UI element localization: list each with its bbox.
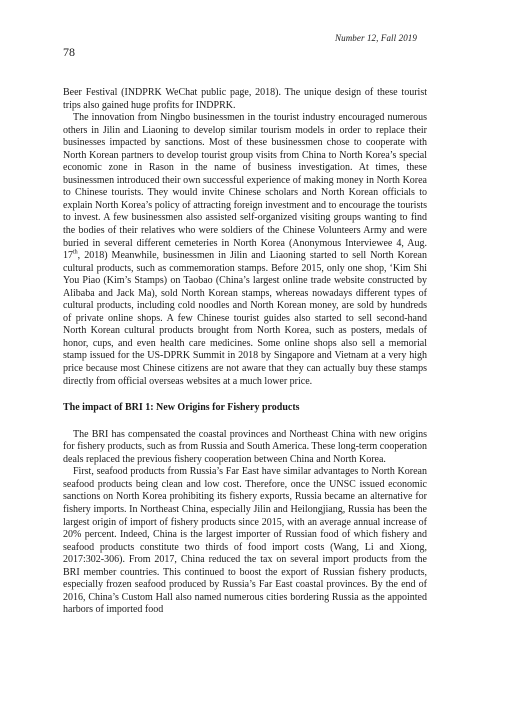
page-number: 78	[63, 45, 75, 59]
paragraph-russia-seafood: First, seafood products from Russia’s Far East have similar advantages to North Korean seafood products being clean and low cost. Therefore, once the UNSC issued economic sanctions on North Korea prohibiting its fishery exports, Russia became an alternative for fishery imports. In Northeast China, especially Jilin and Heilongjiang, Russia has been the largest origin of import of fishery products since 2015, with an average annual increase of 20% percent. Indeed, China is the largest importer of Russian food of which fishery and seafood products constitute two thirds of food import costs (Wang, Li and Xiong, 2017:302-306). From 2017, China reduced the tax on several import products from the BRI member countries. This continued to boost the export of Russian fishery products, especially frozen seafood produced by Russia’s Far East coastal provinces. By the end of 2016, China’s Custom Hall also named numerous cities bordering Russia as the appointed harbors of imported food	[63, 466, 427, 616]
paragraph-bri-intro: The BRI has compensated the coastal provinces and Northeast China with new origins for fishery products, such as from Russia and South America. These long-term cooperation deals replaced the previous fishery cooperation between China and North Korea.	[63, 428, 427, 465]
paragraph-text: The innovation from Ningbo businessmen in the tourist industry encouraged numerous others in Jilin and Liaoning to develop similar tourism models in order to replace their businesses impacted by sanctions. Most of these businessmen chose to cooperate with North Korean partners to develop tourist group visits from China to North Korea’s special economic zone in Rason in the name of business investigation. At times, these businessmen introduced their own successful experience of making money in North Korea to Chinese tourists. They would invite Chinese scholars and North Korean officials to explain North Korea’s policy of attracting foreign investment and to encourage the tourists to invest. A few businessmen also assisted self-organized visiting groups wanting to find the bodies of their relatives who were soldiers of the Chinese Volunteers Army and were buried in several different cemeteries in North Korea (Anonymous Interviewee 4, Aug. 17	[63, 112, 427, 262]
paragraph-continued: Beer Festival (INDPRK WeChat public page, 2018). The unique design of these tourist trips also gained huge profits for INDPRK.	[63, 87, 427, 111]
running-head: Number 12, Fall 2019	[335, 33, 417, 43]
paragraph-tourism	[63, 112, 427, 388]
paragraph-text-cont: , 2018) Meanwhile, businessmen in Jilin and Liaoning started to sell North Korean cultural products, such as commemoration stamps. Before 2015, only one shop, ‘Kim Shi You Piao (Kim’s Stamps) on Taobao (China’s largest online trade website constructed by Alibaba and Jack Ma), sold North Korean stamps, whereas nowadays different types of cultural products, including cold noodles and North Korean money, are sold by hundreds of private online shops. A few Chinese tourist guides also started to sell second-hand North Korean cultural products brought from North Korea, such as posters, medals of honor, cups, and even health care medicines. Some online shops also sell a memorial stamp issued for the US-DPRK Summit in 2018 by Singapore and Vietnam at a very high price because most Chinese citizens are not aware that they can actually buy these stamps directly from official overseas websites at a much lower price.	[63, 250, 427, 387]
section-heading: The impact of BRI 1: New Origins for Fishery products	[63, 402, 300, 414]
body-text	[63, 87, 427, 617]
ordinal-superscript: th	[73, 249, 78, 256]
